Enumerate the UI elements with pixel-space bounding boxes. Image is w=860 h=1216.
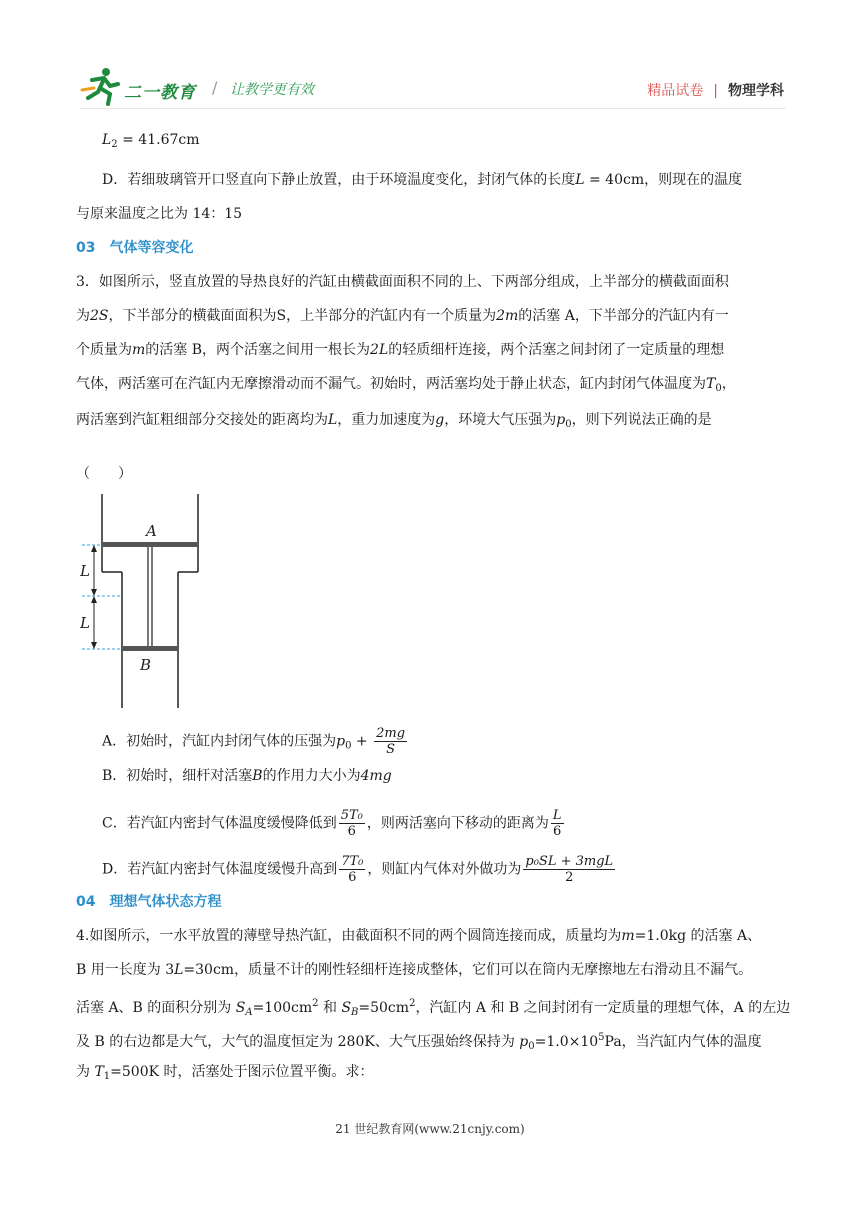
label-length-lower: L bbox=[80, 614, 90, 632]
text: 个质量为 bbox=[76, 342, 132, 358]
var: 2L bbox=[370, 342, 389, 358]
text: ，重力加速度为 bbox=[337, 412, 436, 428]
denominator: S bbox=[386, 742, 395, 757]
fraction bbox=[551, 808, 564, 839]
var: g bbox=[435, 412, 445, 428]
fraction bbox=[339, 808, 365, 839]
superscript: 5 bbox=[598, 1032, 605, 1043]
label-length-upper: L bbox=[80, 562, 90, 580]
var: T bbox=[94, 1064, 104, 1080]
var: p bbox=[556, 412, 566, 428]
var: S bbox=[341, 1000, 352, 1016]
text: ，则下列说法正确的是 bbox=[571, 412, 712, 428]
label-piston-a: A bbox=[146, 522, 157, 540]
denominator: 6 bbox=[553, 824, 562, 839]
fraction bbox=[374, 726, 407, 757]
subscript: B bbox=[351, 1007, 359, 1018]
brand-tagline: 让教学更有效 bbox=[230, 82, 314, 98]
numerator: 7T₀ bbox=[341, 854, 364, 869]
text: ，则两活塞向下移动的距离为 bbox=[366, 815, 549, 832]
var: m bbox=[621, 928, 635, 944]
var: p bbox=[519, 1034, 529, 1050]
text: 和 bbox=[318, 1000, 342, 1016]
text: =30cm，质量不计的刚性轻细杆连接成整体，它们可以在筒内无摩擦地左右滑动且不漏气。 bbox=[183, 962, 753, 978]
cylinder-diagram-svg bbox=[80, 490, 220, 710]
text: 4.如图所示，一水平放置的薄壁导热汽缸，由截面积不同的两个圆筒连接而成，质量均为 bbox=[76, 928, 622, 944]
var: m bbox=[132, 342, 146, 358]
text: ，环境大气压强为 bbox=[444, 412, 557, 428]
text: 为 bbox=[76, 308, 90, 324]
section-03-heading: 03 气体等容变化 bbox=[76, 240, 194, 256]
text: 的活塞 A，下半部分的汽缸内有一 bbox=[518, 308, 729, 324]
var: 4mg bbox=[360, 768, 392, 784]
denominator: 6 bbox=[348, 870, 357, 885]
brand-name: 二一教育 bbox=[124, 83, 196, 103]
text: = 40cm，则现在的温度 bbox=[584, 172, 743, 188]
q3-option-d bbox=[102, 854, 617, 885]
denominator: 6 bbox=[347, 824, 356, 839]
runner-logo-icon bbox=[80, 66, 124, 106]
var: 2S bbox=[90, 308, 109, 324]
text: =1.0×10 bbox=[534, 1034, 599, 1050]
q4-line3 bbox=[76, 994, 790, 1023]
q3-answer-paren: （ ） bbox=[76, 466, 132, 482]
superscript: 2 bbox=[312, 998, 319, 1009]
q4-line2 bbox=[76, 960, 752, 980]
text: 两活塞到汽缸粗细部分交接处的距离均为 bbox=[76, 412, 328, 428]
text: 的轻质细杆连接，两个活塞之间封闭了一定质量的理想 bbox=[388, 342, 725, 358]
var: p bbox=[336, 733, 346, 750]
q3-option-a bbox=[102, 726, 409, 757]
prev-option-d-line1 bbox=[102, 170, 742, 190]
text: ，则缸内气体对外做功为 bbox=[367, 861, 522, 878]
text: D．若细玻璃管开口竖直向下静止放置，由于环境温度变化，封闭气体的长度 bbox=[102, 172, 576, 188]
text: 的活塞 B，两个活塞之间用一根长为 bbox=[145, 342, 371, 358]
brand-separator: / bbox=[212, 78, 218, 97]
subscript: 0 bbox=[715, 383, 722, 394]
text: A．初始时，汽缸内封闭气体的压强为 bbox=[102, 733, 337, 750]
text: B 用一长度为 3 bbox=[76, 962, 175, 978]
q3-line5 bbox=[76, 410, 712, 435]
header-category: 精品试卷 bbox=[647, 83, 704, 99]
text: + bbox=[351, 733, 373, 750]
header-rule bbox=[80, 108, 786, 109]
page-footer: 21 世纪教育网(www.21cnjy.com) bbox=[335, 1122, 525, 1136]
numerator: p₀SL + 3mgL bbox=[525, 854, 614, 869]
q3-line2 bbox=[76, 306, 729, 326]
subscript: 0 bbox=[565, 419, 572, 430]
text: 为 bbox=[76, 1064, 95, 1080]
value-text: = 41.67cm bbox=[117, 132, 200, 148]
text: =500K 时，活塞处于图示位置平衡。求： bbox=[110, 1064, 374, 1080]
var: T bbox=[706, 376, 716, 392]
q4-line4 bbox=[76, 1028, 762, 1057]
arrowhead bbox=[91, 589, 97, 596]
header-divider: | bbox=[713, 83, 718, 99]
denominator: 2 bbox=[565, 870, 574, 885]
text: Pa，当汽缸内气体的温度 bbox=[604, 1034, 762, 1050]
text: ， bbox=[721, 376, 736, 392]
text: 气体，两活塞可在汽缸内无摩擦滑动而不漏气。初始时，两活塞均处于静止状态，缸内封闭气体温度为 bbox=[76, 376, 706, 392]
text: B．初始时，细杆对活塞 bbox=[102, 768, 253, 784]
text: C．若汽缸内密封气体温度缓慢降低到 bbox=[102, 815, 337, 832]
subscript: A bbox=[245, 1007, 253, 1018]
subscript: 2 bbox=[111, 139, 118, 150]
numerator: L bbox=[552, 808, 562, 823]
label-piston-b: B bbox=[140, 656, 152, 674]
cylinder-diagram bbox=[80, 490, 220, 710]
var: S bbox=[235, 1000, 246, 1016]
var: L bbox=[328, 412, 338, 428]
text: ，汽缸内 A 和 B 之间封闭有一定质量的理想气体，A 的左边 bbox=[415, 1000, 791, 1016]
q3-line3 bbox=[76, 340, 724, 360]
q3-option-b bbox=[102, 766, 392, 786]
q4-line5 bbox=[76, 1062, 374, 1087]
numerator: 2mg bbox=[376, 726, 406, 741]
subscript: 0 bbox=[528, 1041, 535, 1052]
text: 的作用力大小为 bbox=[262, 768, 361, 784]
arrowhead bbox=[91, 596, 97, 603]
q3-line4 bbox=[76, 374, 736, 399]
subscript: 0 bbox=[345, 740, 352, 752]
var-l: L bbox=[102, 132, 112, 148]
text: ，下半部分的横截面面积为S，上半部分的汽缸内有一个质量为 bbox=[108, 308, 497, 324]
piston-a bbox=[103, 542, 197, 547]
text: =50cm bbox=[358, 1000, 410, 1016]
section-04-heading: 04 理想气体状态方程 bbox=[76, 894, 222, 910]
var: B bbox=[252, 768, 263, 784]
text: 及 B 的右边都是大气，大气的温度恒定为 280K、大气压强始终保持为 bbox=[76, 1034, 520, 1050]
fraction bbox=[339, 854, 365, 885]
numerator: 5T₀ bbox=[340, 808, 363, 823]
piston-b bbox=[123, 646, 177, 651]
text: 活塞 A、B 的面积分别为 bbox=[76, 1000, 236, 1016]
fraction bbox=[523, 854, 615, 885]
arrowhead bbox=[91, 545, 97, 552]
var: 2m bbox=[496, 308, 519, 324]
header-subject: 物理学科 bbox=[728, 83, 784, 99]
text: =100cm bbox=[252, 1000, 313, 1016]
text: =1.0kg 的活塞 A、 bbox=[634, 928, 762, 944]
prev-option-d-line2: 与原来温度之比为 14：15 bbox=[76, 206, 243, 222]
text: D．若汽缸内密封气体温度缓慢升高到 bbox=[102, 861, 338, 878]
var-l: L bbox=[575, 172, 585, 188]
l2-result-line bbox=[102, 130, 200, 155]
arrowhead bbox=[91, 642, 97, 649]
q4-line1 bbox=[76, 926, 761, 946]
page-header bbox=[0, 0, 860, 120]
header-right bbox=[647, 80, 784, 100]
superscript: 2 bbox=[409, 998, 416, 1009]
var: L bbox=[174, 962, 184, 978]
subscript: 1 bbox=[103, 1071, 111, 1082]
q3-line1: 3．如图所示，竖直放置的导热良好的汽缸由横截面面积不同的上、下两部分组成，上半部分的横截面面积 bbox=[76, 274, 729, 290]
q3-option-c bbox=[102, 808, 566, 839]
